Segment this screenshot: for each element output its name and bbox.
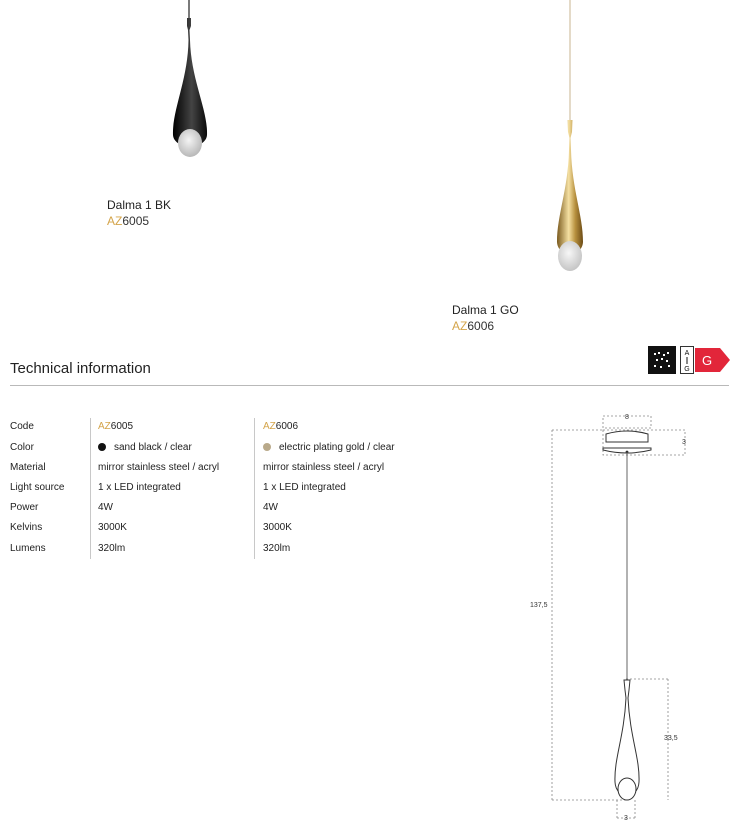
spec-label-kelvins: Kelvins <box>10 522 43 533</box>
spec-label-code: Code <box>10 421 34 432</box>
spec-lumens-1: 320lm <box>98 543 126 554</box>
color-swatch-black <box>98 443 106 451</box>
energy-scale-bottom: G <box>684 366 690 373</box>
dimension-drawing <box>528 408 698 823</box>
code-number: 6006 <box>275 421 299 432</box>
product-name-gold: Dalma 1 GO <box>452 303 519 317</box>
code-number: 6005 <box>110 421 134 432</box>
color-swatch-gold <box>263 443 271 451</box>
section-divider <box>10 385 729 386</box>
dim-body-width: 3 <box>624 815 628 822</box>
product-name-black: Dalma 1 BK <box>107 198 172 212</box>
spec-code-1 <box>98 421 133 432</box>
product-code-gold <box>452 319 494 333</box>
spec-light-source-2: 1 x LED integrated <box>263 482 346 493</box>
code-prefix: AZ <box>452 319 468 333</box>
certification-icon <box>648 346 676 374</box>
dim-total-height: 137,5 <box>530 602 548 609</box>
spec-power-2: 4W <box>263 502 278 513</box>
dim-body-height: 33,5 <box>664 735 678 742</box>
spec-lumens-2: 320lm <box>263 543 291 554</box>
energy-class: G <box>701 353 713 368</box>
code-prefix: AZ <box>98 421 111 432</box>
spec-material-2: mirror stainless steel / acryl <box>263 462 385 473</box>
spec-label-light-source: Light source <box>10 482 65 493</box>
code-number: 6005 <box>122 214 150 228</box>
column-divider <box>90 418 91 559</box>
spec-color-2 <box>263 442 395 453</box>
product-image-gold <box>545 0 595 280</box>
product-image-black <box>160 0 220 165</box>
code-prefix: AZ <box>263 421 276 432</box>
product-code-black <box>107 214 149 228</box>
spec-power-1: 4W <box>98 502 113 513</box>
spec-code-2 <box>263 421 298 432</box>
column-divider <box>254 418 255 559</box>
color-value: sand black / clear <box>114 442 192 453</box>
spec-label-power: Power <box>10 502 39 513</box>
dim-canopy-height: 3 <box>682 439 686 446</box>
spec-label-color: Color <box>10 442 34 453</box>
color-value: electric plating gold / clear <box>279 442 395 453</box>
spec-kelvins-2: 3000K <box>263 522 292 533</box>
spec-light-source-1: 1 x LED integrated <box>98 482 181 493</box>
spec-color-1 <box>98 442 192 453</box>
spec-label-material: Material <box>10 462 46 473</box>
code-number: 6006 <box>467 319 495 333</box>
spec-label-lumens: Lumens <box>10 543 46 554</box>
spec-material-1: mirror stainless steel / acryl <box>98 462 220 473</box>
spec-kelvins-1: 3000K <box>98 522 127 533</box>
dim-canopy-width: 8 <box>625 414 629 421</box>
section-title: Technical information <box>10 360 151 377</box>
energy-scale-top: A <box>684 350 690 357</box>
code-prefix: AZ <box>107 214 123 228</box>
energy-label-icon <box>680 346 732 379</box>
